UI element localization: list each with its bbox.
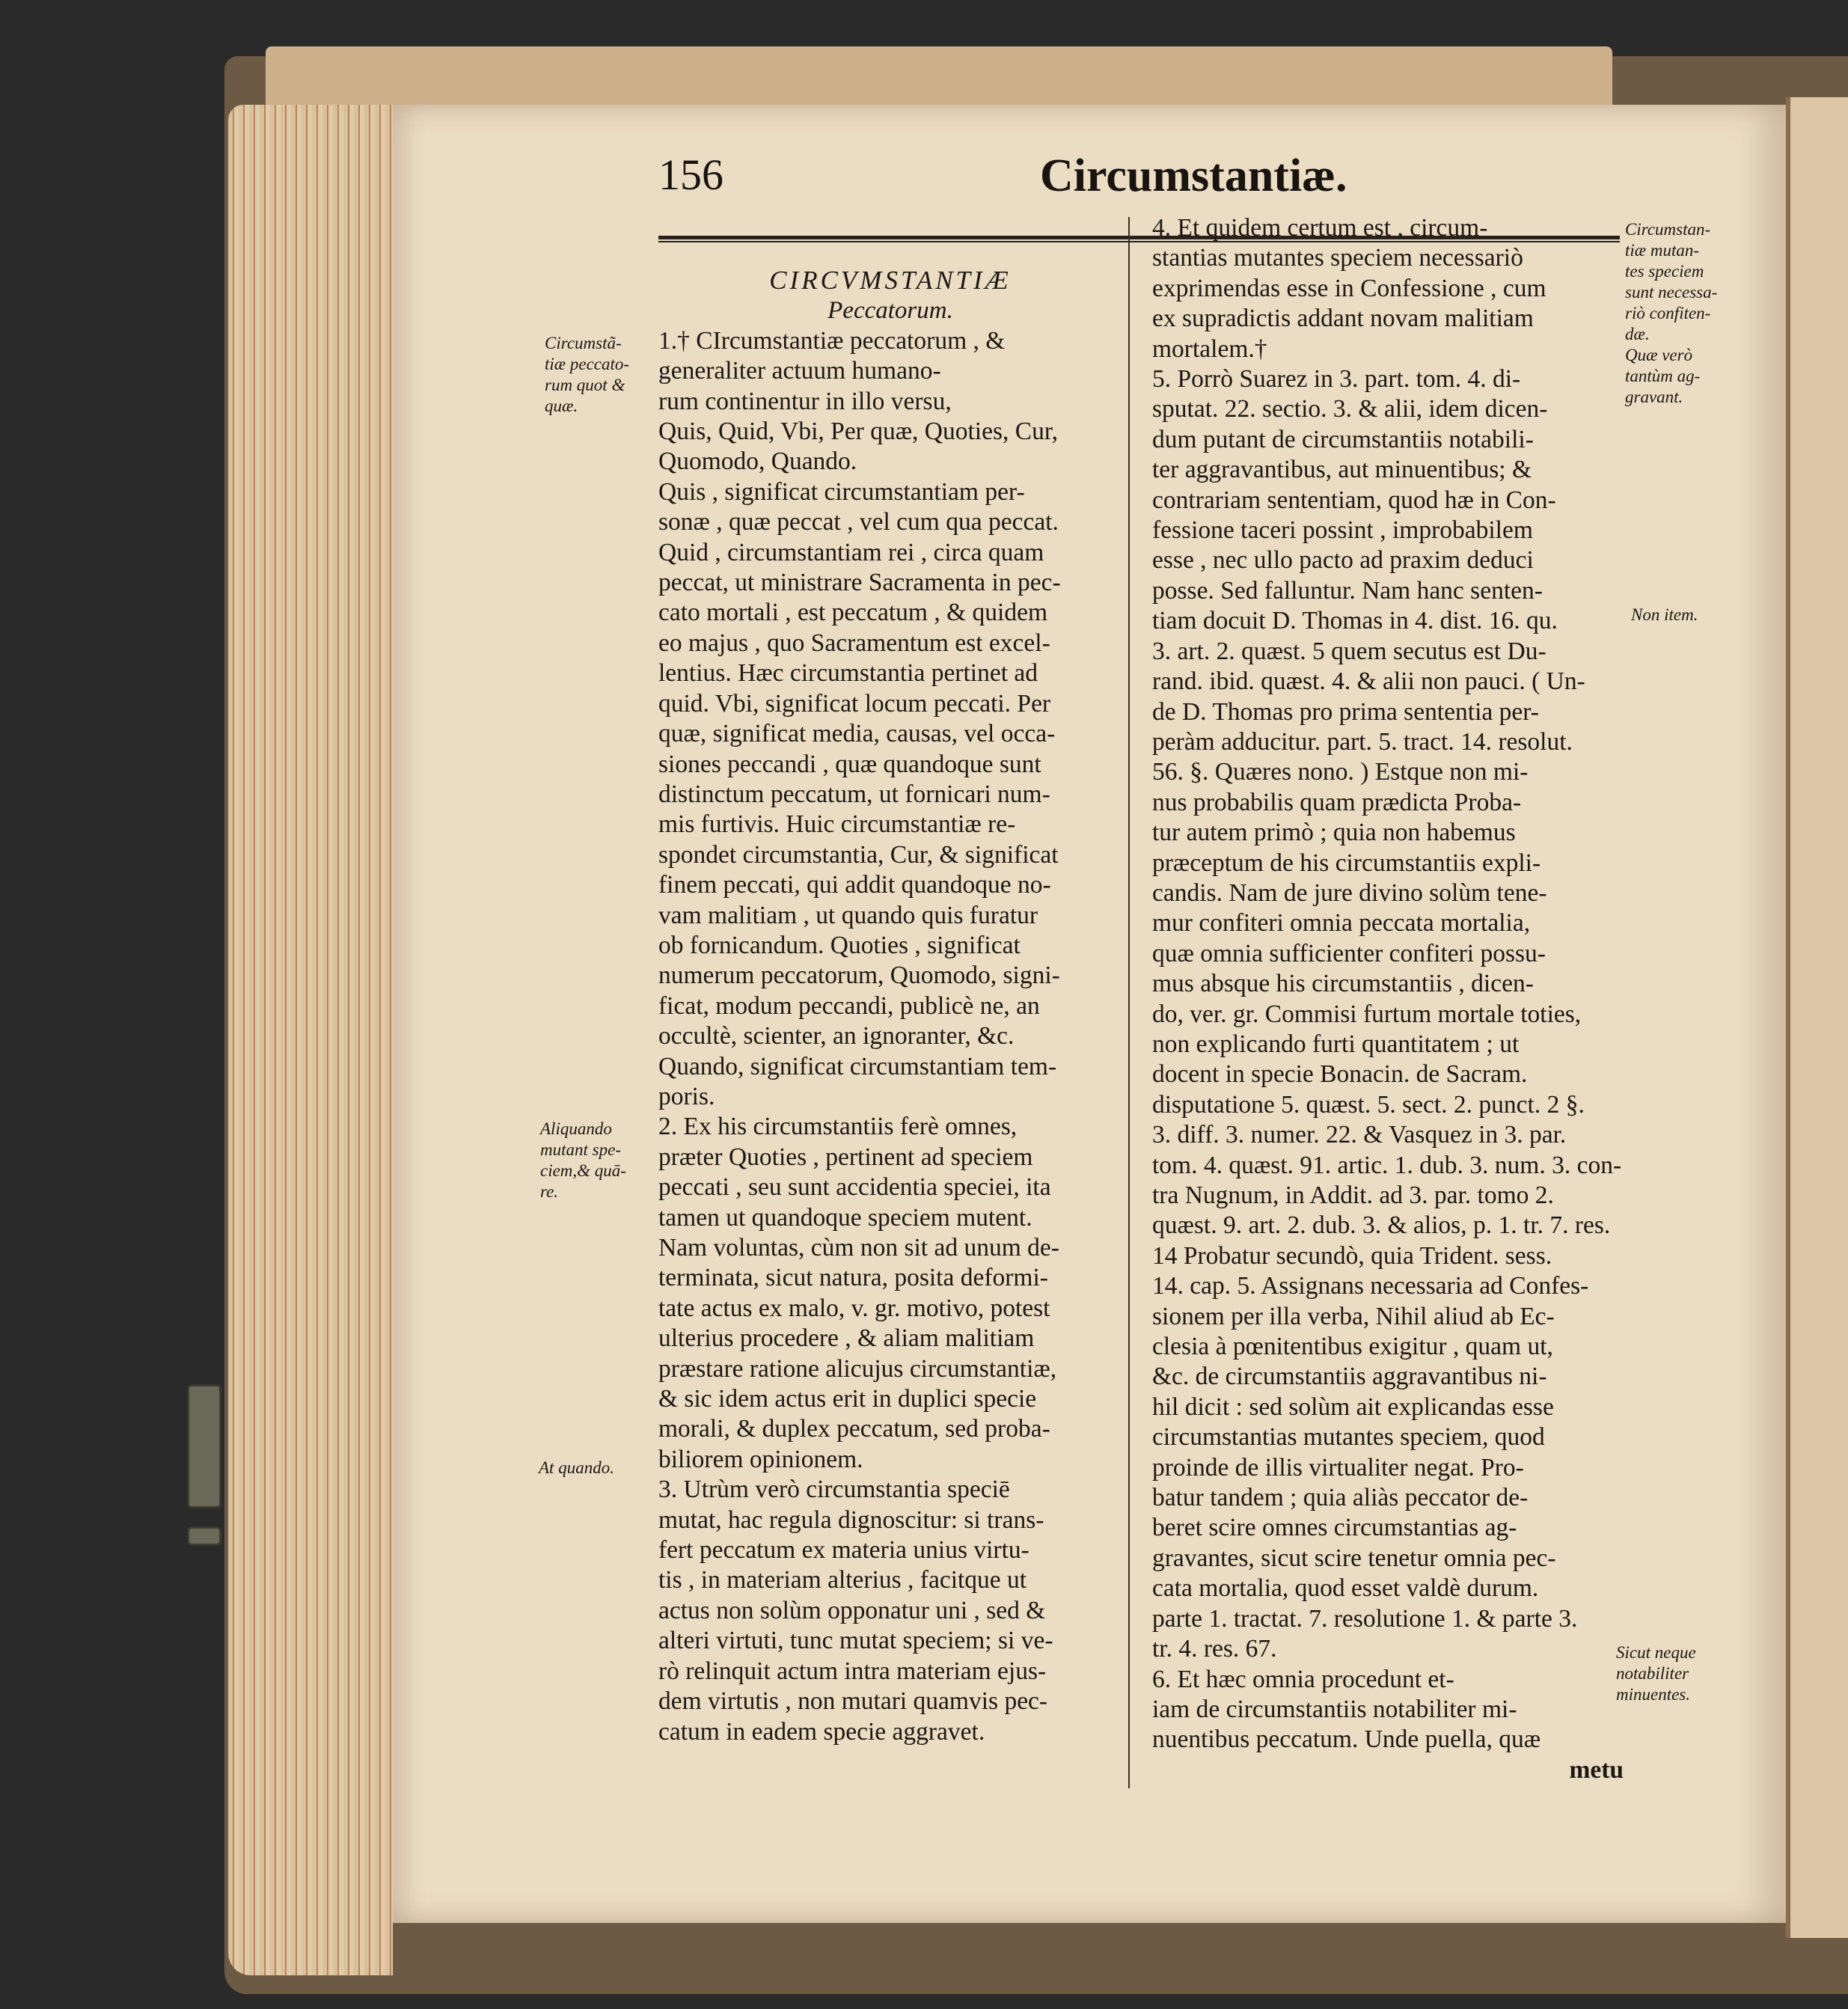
text-line: tom. 4. quæst. 91. artic. 1. dub. 3. num. 3. con-: [1152, 1151, 1622, 1179]
text-line: parte 1. tractat. 7. resolutione 1. & parte 3.: [1152, 1604, 1578, 1633]
book-clasp-tip: [187, 1526, 221, 1546]
text-line: sputat. 22. sectio. 3. & alii, idem dicen-: [1152, 395, 1548, 423]
text-line: clesia à pœnitentibus exigitur , quam ut,: [1152, 1333, 1553, 1361]
margin-note-line: quæ.: [545, 397, 578, 415]
text-line: mortalem.†: [1152, 334, 1267, 363]
text-line: iam de circumstantiis notabiliter mi-: [1152, 1695, 1517, 1723]
margin-note-line: mutant spe-: [540, 1140, 621, 1159]
text-line: cato mortali , est peccatum , & quidem: [658, 599, 1048, 627]
text-line: tis , in materiam alterius , facitque ut: [658, 1566, 1027, 1594]
text-line: 3. diff. 3. numer. 22. & Vasquez in 3. par.: [1152, 1121, 1567, 1149]
text-line: ob fornicandum. Quoties , significat: [658, 931, 1021, 959]
text-line: peccat, ut ministrare Sacramenta in pec-: [658, 569, 1061, 597]
text-line: circumstantias mutantes speciem, quod: [1152, 1423, 1545, 1452]
margin-note-line: tantùm ag-: [1625, 367, 1701, 385]
left-column: [658, 266, 1122, 1747]
left-column-text: [658, 326, 1122, 1747]
text-line: tur autem primò ; quia non habemus: [1152, 819, 1516, 847]
text-line: nus probabilis quam prædicta Proba-: [1152, 788, 1522, 816]
margin-note-line: Circumstã-: [545, 334, 622, 352]
margin-note-line: Aliquando: [540, 1119, 612, 1138]
text-line: cata mortalia, quod esset valdè durum.: [1152, 1574, 1539, 1603]
margin-note-line: sunt necessa-: [1625, 283, 1718, 302]
margin-note-line: notabiliter: [1616, 1664, 1689, 1683]
text-line: rum continentur in illo versu,: [658, 387, 952, 415]
text-line: ficat, modum peccandi, publicè ne, an: [658, 991, 1040, 1020]
text-line: quæ, significat media, causas, vel occa-: [658, 720, 1056, 748]
text-line: catum in eadem specie aggravet.: [658, 1717, 985, 1746]
margin-note-line: At quando.: [539, 1458, 614, 1477]
text-line: sionem per illa verba, Nihil aliud ab Ec-: [1152, 1302, 1555, 1330]
text-line: rò relinquit actum intra materiam ejus-: [658, 1657, 1047, 1685]
column-divider: [1128, 217, 1130, 1788]
section-subtitle: Peccatorum.: [827, 297, 953, 325]
margin-note-2: [540, 1119, 626, 1202]
text-line: siones peccandi , quæ quandoque sunt: [658, 750, 1041, 778]
text-line: contrariam sententiam, quod hæ in Con-: [1152, 486, 1556, 514]
margin-note-line: minuentes.: [1616, 1685, 1691, 1704]
text-line: 14. cap. 5. Assignans necessaria ad Confes-: [1152, 1272, 1589, 1300]
text-line: disputatione 5. quæst. 5. sect. 2. punct. 2 §.: [1152, 1090, 1585, 1119]
text-line: 1.† CIrcumstantiæ peccatorum , &: [658, 326, 1006, 355]
margin-note-4: [1625, 219, 1717, 408]
text-line: peràm adducitur. part. 5. tract. 14. resolut.: [1152, 727, 1573, 756]
text-line: Quis , significat circumstantiam per-: [658, 477, 1025, 506]
text-line: Quando, significat circumstantiam tem-: [658, 1052, 1057, 1080]
running-head: Circumstantiæ.: [1040, 150, 1347, 201]
page-top-edge: [266, 46, 1612, 110]
margin-note-line: Circumstan-: [1625, 220, 1711, 239]
text-line: eo majus , quo Sacramentum est excel-: [658, 629, 1050, 657]
text-line: rand. ibid. quæst. 4. & alii non pauci. ( Un-: [1152, 667, 1585, 696]
margin-note-6: [1616, 1642, 1696, 1705]
text-line: præceptum de his circumstantiis expli-: [1152, 848, 1541, 877]
text-line: quæst. 9. art. 2. dub. 3. & alios, p. 1. tr. 7. res.: [1152, 1211, 1611, 1240]
text-line: Nam voluntas, cùm non sit ad unum de-: [658, 1234, 1059, 1262]
text-line: candis. Nam de jure divino solùm tene-: [1152, 878, 1547, 907]
margin-note-line: ciem,& quā-: [540, 1161, 626, 1180]
text-line: morali, & duplex peccatum, sed proba-: [658, 1415, 1050, 1443]
text-line: numerum peccatorum, Quomodo, signi-: [658, 961, 1060, 990]
text-line: ter aggravantibus, aut minuentibus; &: [1152, 456, 1532, 484]
text-line: 3. Utrùm verò circumstantia speciē: [658, 1476, 1010, 1504]
margin-note-line: re.: [540, 1182, 559, 1201]
text-line: dum putant de circumstantiis notabili-: [1152, 425, 1534, 453]
text-line: actus non solùm opponatur uni , sed &: [658, 1596, 1046, 1624]
text-line: exprimendas esse in Confessione , cum: [1152, 274, 1546, 302]
right-column-text: [1152, 213, 1624, 1755]
catchword: metu: [1569, 1755, 1624, 1784]
text-line: quid. Vbi, significat locum peccati. Per: [658, 689, 1051, 718]
margin-note-3: [539, 1458, 614, 1479]
text-line: fert peccatum ex materia unius virtu-: [658, 1536, 1029, 1565]
margin-note-line: rum quot &: [545, 376, 625, 394]
text-line: gravantes, sicut scire tenetur omnia pec-: [1152, 1544, 1556, 1572]
text-line: generaliter actuum humano-: [658, 357, 941, 385]
text-line: 56. §. Quæres nono. ) Estque non mi-: [1152, 758, 1529, 786]
text-line: 2. Ex his circumstantiis ferè omnes,: [658, 1113, 1018, 1141]
text-line: de D. Thomas pro prima sententia per-: [1152, 697, 1539, 726]
margin-note-line: Sicut neque: [1616, 1643, 1696, 1662]
text-line: alteri virtuti, tunc mutat speciem; si ve-: [658, 1627, 1053, 1655]
right-column: [1152, 213, 1624, 1785]
text-line: batur tandem ; quia aliàs peccator de-: [1152, 1484, 1529, 1512]
text-line: 6. Et hæc omnia procedunt et-: [1152, 1665, 1454, 1693]
text-line: & sic idem actus erit in duplici specie: [658, 1385, 1037, 1413]
text-line: poris.: [658, 1082, 715, 1110]
margin-note-1: [545, 333, 629, 417]
text-line: nuentibus peccatum. Unde puella, quæ: [1152, 1725, 1541, 1754]
text-line: occultè, scienter, an ignoranter, &c.: [658, 1022, 1015, 1051]
text-line: hil dicit : sed solùm ait explicandas esse: [1152, 1392, 1554, 1421]
text-line: ex supradictis addant novam malitiam: [1152, 305, 1534, 333]
text-line: mis furtivis. Huic circumstantiæ re-: [658, 810, 1016, 839]
text-line: finem peccati, qui addit quandoque no-: [658, 871, 1051, 899]
text-line: Quomodo, Quando.: [658, 447, 857, 476]
text-line: tr. 4. res. 67.: [1152, 1635, 1277, 1663]
margin-note-line: riò confiten-: [1625, 304, 1711, 322]
text-line: fessione taceri possint , improbabilem: [1152, 516, 1533, 545]
page-number: 156: [658, 150, 723, 199]
text-line: Quis, Quid, Vbi, Per quæ, Quoties, Cur,: [658, 418, 1059, 446]
text-line: dem virtutis , non mutari quamvis pec-: [658, 1687, 1048, 1716]
facing-page-edge: [1786, 97, 1848, 1938]
text-line: esse , nec ullo pacto ad praxim deduci: [1152, 546, 1534, 575]
text-line: 14 Probatur secundò, quia Trident. sess.: [1152, 1241, 1552, 1270]
text-line: beret scire omnes circumstantias ag-: [1152, 1514, 1517, 1542]
text-line: Quid , circumstantiam rei , circa quam: [658, 538, 1044, 566]
text-line: tra Nugnum, in Addit. ad 3. par. tomo 2.: [1152, 1181, 1554, 1209]
text-line: spondet circumstantia, Cur, & significat: [658, 840, 1059, 869]
text-line: mur confiteri omnia peccata mortalia,: [1152, 909, 1531, 938]
text-line: terminata, sicut natura, posita deformi-: [658, 1264, 1048, 1292]
text-line: ulterius procedere , & aliam malitiam: [658, 1324, 1035, 1353]
text-line: tate actus ex malo, v. gr. motivo, potest: [658, 1294, 1050, 1322]
text-line: præter Quoties , pertinent ad speciem: [658, 1143, 1033, 1171]
text-line: tamen ut quandoque speciem mutent.: [658, 1203, 1032, 1232]
text-line: non explicando furti quantitatem ; ut: [1152, 1030, 1520, 1058]
margin-note-5: [1631, 605, 1698, 626]
margin-note-line: tiæ peccato-: [545, 355, 630, 373]
page-edges-stack: [228, 105, 393, 1975]
text-line: sonæ , quæ peccat , vel cum qua peccat.: [658, 508, 1059, 536]
text-line: tiam docuit D. Thomas in 4. dist. 16. qu.: [1152, 607, 1558, 635]
text-line: 3. art. 2. quæst. 5 quem secutus est Du-: [1152, 637, 1546, 665]
margin-note-line: Quæ verò: [1625, 346, 1693, 364]
text-line: præstare ratione alicujus circumstantiæ,: [658, 1354, 1057, 1383]
text-line: 4. Et quidem certum est , circum-: [1152, 214, 1488, 242]
margin-note-line: gravant.: [1625, 388, 1683, 406]
section-title: CIRCVMSTANTIÆ: [769, 266, 1012, 295]
margin-note-line: tiæ mutan-: [1625, 241, 1700, 260]
text-line: distinctum peccatum, ut fornicari num-: [658, 780, 1050, 808]
margin-note-line: tes speciem: [1625, 262, 1704, 281]
margin-note-line: dæ.: [1625, 325, 1650, 343]
text-line: mus absque his circumstantiis , dicen-: [1152, 970, 1534, 998]
text-line: vam malitiam , ut quando quis furatur: [658, 901, 1038, 929]
text-line: mutat, hac regula dignoscitur: si trans-: [658, 1505, 1044, 1534]
text-line: peccati , seu sunt accidentia speciei, ita: [658, 1173, 1051, 1202]
book-clasp: [187, 1384, 221, 1508]
text-line: proinde de illis virtualiter negat. Pro-: [1152, 1453, 1524, 1481]
text-line: stantias mutantes speciem necessariò: [1152, 244, 1523, 272]
text-line: biliorem opinionem.: [658, 1445, 863, 1473]
text-line: docent in specie Bonacin. de Sacram.: [1152, 1060, 1528, 1089]
margin-note-line: Non item.: [1631, 605, 1698, 624]
text-line: 5. Porrò Suarez in 3. part. tom. 4. di-: [1152, 365, 1521, 394]
text-line: posse. Sed falluntur. Nam hanc senten-: [1152, 576, 1543, 605]
text-line: &c. de circumstantiis aggravantibus ni-: [1152, 1363, 1547, 1391]
text-line: do, ver. gr. Commisi furtum mortale toties,: [1152, 1000, 1582, 1028]
text-line: lentius. Hæc circumstantia pertinet ad: [658, 659, 1038, 688]
text-line: quæ omnia sufficienter confiteri possu-: [1152, 939, 1546, 967]
